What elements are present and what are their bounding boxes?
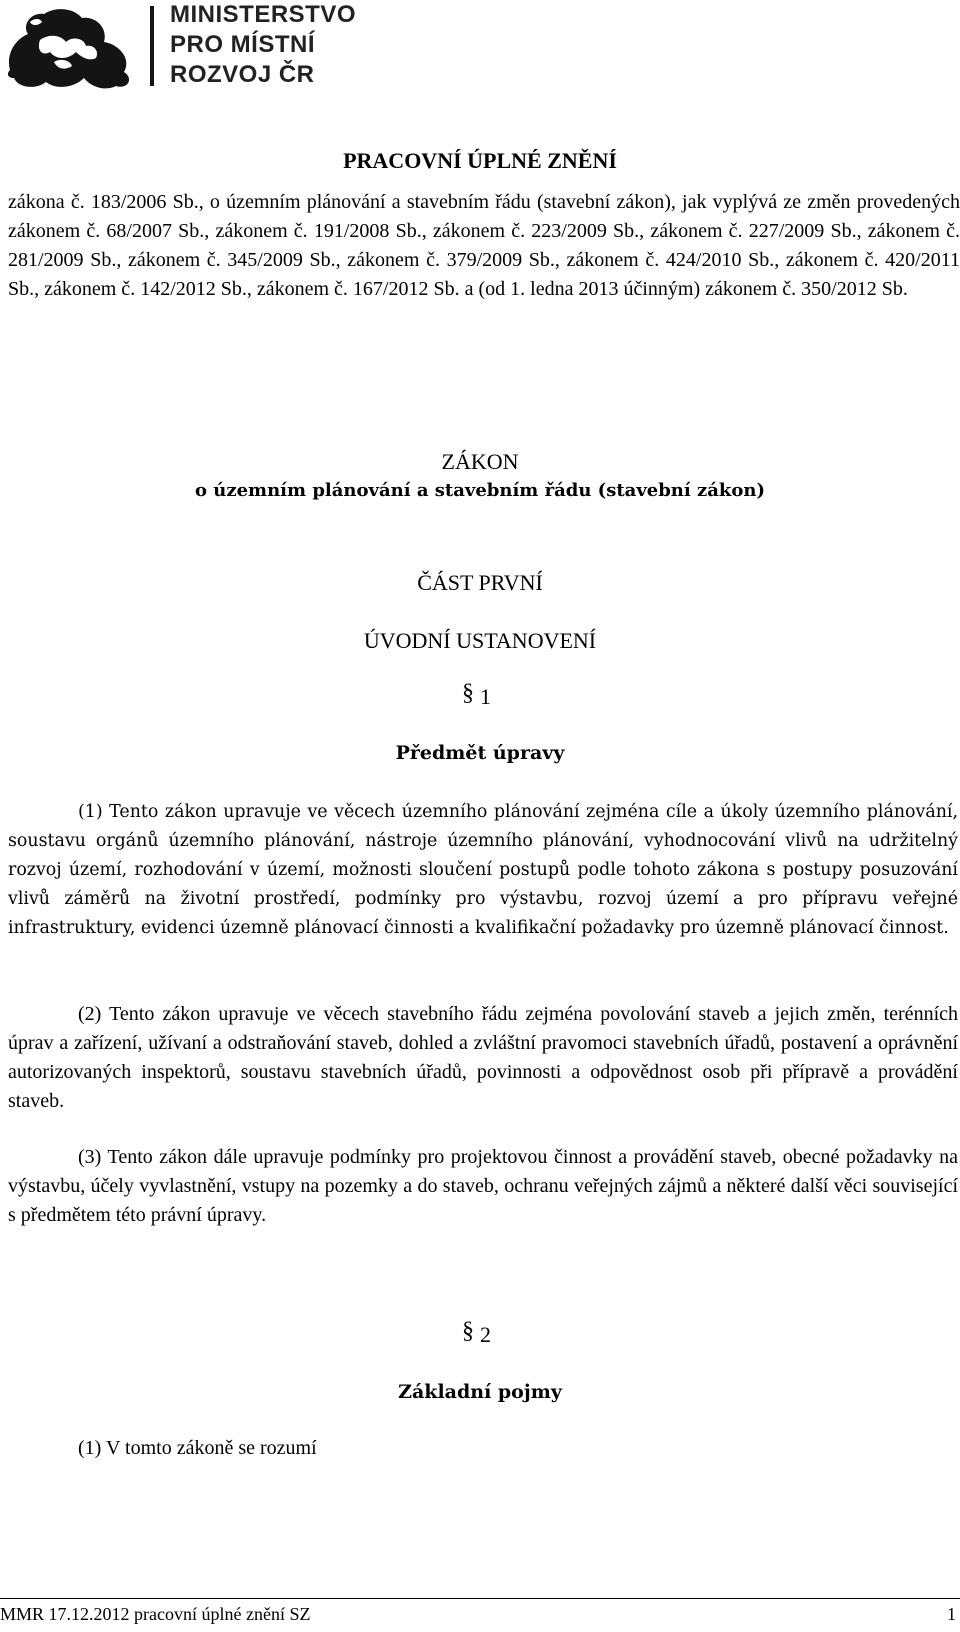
part-heading: ČÁST PRVNÍ [417, 570, 543, 595]
intro-paragraph: zákona č. 183/2006 Sb., o územním plánování a stavebním řádu (stavební zákon), jak vyplývá ze změn provedených zákonem č. 68/2007 Sb., zákonem č. 191/2008 Sb., zákonem č. 223/2009 Sb., zákonem č. 227/2009 Sb., zákonem č. 281/2009 Sb., zákonem č. 345/2009 Sb., zákonem č. 379/2009 Sb., zákonem č. 424/2010 Sb., zákonem č. 420/2011 Sb., zákonem č. 142/2012 Sb., zákonem č. 167/2012 Sb. a (od 1. ledna 2013 účinným) zákonem č. 350/2012 Sb. [8, 191, 960, 300]
section-number [462, 1318, 491, 1349]
czech-lion-icon [8, 9, 129, 88]
document-title: PRACOVNÍ ÚPLNÉ ZNĚNÍ [343, 148, 617, 173]
section-number-value: 1 [480, 684, 491, 709]
law-subtitle: o územním plánování a stavebním řádu (stavební zákon) [195, 480, 765, 501]
footer-text: MMR 17.12.2012 pracovní úplné znění SZ [0, 1604, 311, 1624]
section-title: Předmět úpravy [395, 742, 565, 764]
paragraph [8, 1143, 958, 1230]
paragraph [8, 798, 958, 943]
page-number: 1 [947, 1604, 956, 1624]
paragraph-text: (3) Tento zákon dále upravuje podmínky pro projektovou činnost a provádění staveb, obecné požadavky na výstavbu, účely vyvlastnění, vstupy na pozemky a do staveb, ochranu veřejných zájmů a některé další věci související s předmětem této právní úpravy. [8, 1146, 958, 1226]
ministry-name-line: MINISTERSTVO [170, 1, 357, 28]
chapter-heading: ÚVODNÍ USTANOVENÍ [363, 628, 597, 653]
section-number-value: 2 [480, 1322, 491, 1347]
ministry-name-line: ROZVOJ ČR [170, 61, 315, 88]
ministry-name-line: PRO MÍSTNÍ [170, 31, 316, 58]
paragraph-text: (2) Tento zákon upravuje ve věcech stavebního řádu zejména povolování staveb a jejich změn, terénních úprav a zařízení, užívaní a odstraňování staveb, dohled a zvláštní pravomoci stavebních úřadů, postavení a oprávnění autorizovaných inspektorů, soustavu stavebních úřadů, povinnosti a odpovědnost osob při přípravě a provádění staveb. [8, 1003, 958, 1112]
footer-divider [0, 1598, 960, 1599]
section-sign: § [462, 680, 474, 706]
section-title: Základní pojmy [398, 1381, 562, 1403]
ministry-name [170, 0, 356, 90]
paragraph-text: (1) V tomto zákoně se rozumí [78, 1437, 317, 1459]
section-number [462, 680, 491, 711]
paragraph [8, 1000, 958, 1116]
paragraph-text: (1) Tento zákon upravuje ve věcech územního plánování zejména cíle a úkoly územního plánování, soustavu orgánů územního plánování, nástroje územního plánování, vyhodnocování vlivů na udržitelný rozvoj území, rozhodování v území, možnosti sloučení postupů podle tohoto zákona s postupy posuzování vlivů záměrů na životní prostředí, podmínky pro výstavbu, rozvoj území a pro přípravu veřejné infrastruktury, evidenci územně plánovací činnosti a kvalifikační požadavky pro územně plánovací činnost. [8, 802, 958, 938]
law-title: ZÁKON [441, 449, 519, 474]
section-sign: § [462, 1318, 474, 1344]
